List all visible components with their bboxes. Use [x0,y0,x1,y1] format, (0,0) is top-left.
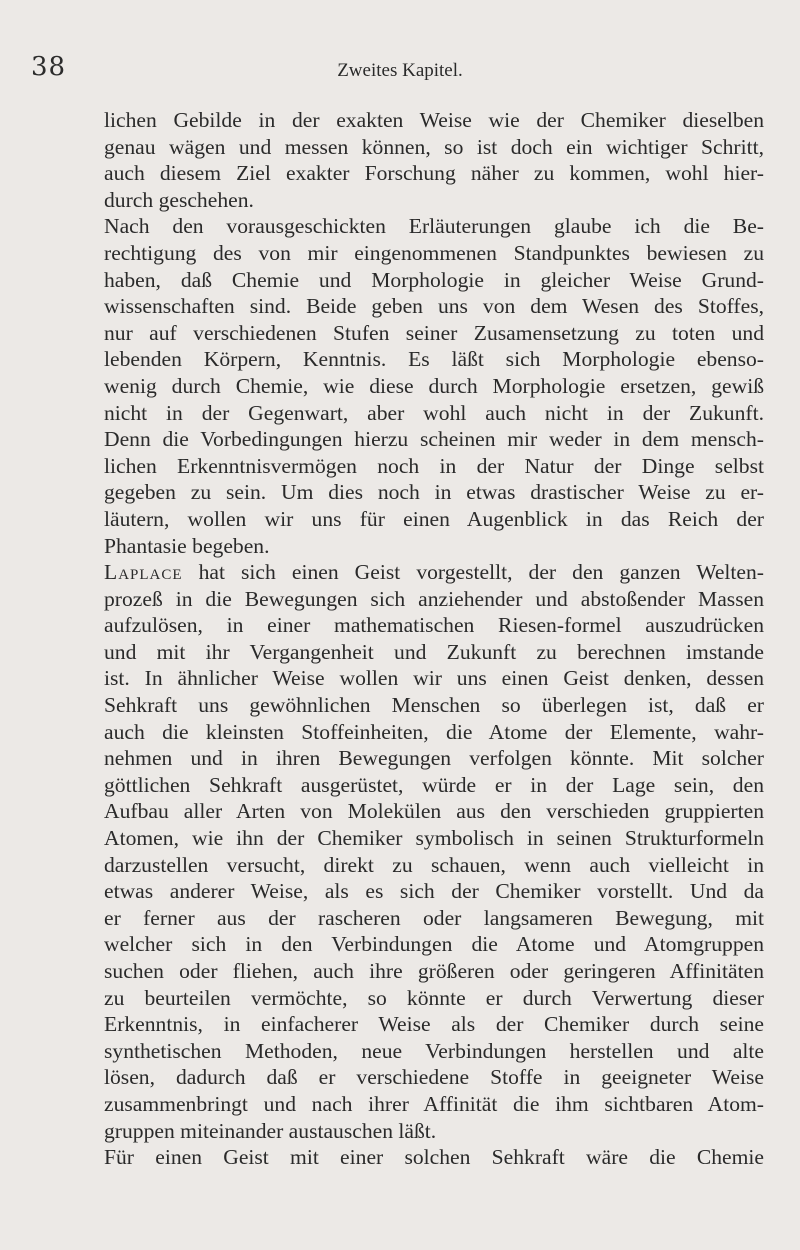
text-line: wissenschaften sind. Beide geben uns von dem Wesen des Stoffes, [104,294,764,319]
text-line: zusammenbringt und nach ihrer Affinität die ihm sichtbaren Atom- [104,1091,764,1116]
text-line: darzustellen versucht, direkt zu schauen, wenn auch vielleicht in [104,852,764,877]
text-line: Sehkraft uns gewöhnlichen Menschen so überlegen ist, daß er [104,693,764,718]
text-line: gegeben zu sein. Um dies noch in etwas drastischer Weise zu er- [104,480,764,505]
text-line: läutern, wollen wir uns für einen Augenblick in das Reich der [104,506,764,531]
text-line: und mit ihr Vergangenheit und Zukunft zu berechnen imstande [104,639,764,664]
text-line: durch geschehen. [104,187,254,212]
text-line: Für einen Geist mit einer solchen Sehkraft wäre die Chemie [104,1145,764,1170]
text-line: auch diesem Ziel exakter Forschung näher zu kommen, wohl hier- [104,161,764,186]
text-line: nicht in der Gegenwart, aber wohl auch nicht in der Zukunft. [104,400,764,425]
text-line: etwas anderer Weise, als es sich der Chemiker vorstellt. Und da [104,879,764,904]
text-line: haben, daß Chemie und Morphologie in gleicher Weise Grund- [104,267,764,292]
text-line: lösen, dadurch daß er verschiedene Stoffe in geeigneter Weise [104,1065,764,1090]
text-line: Aufbau aller Arten von Molekülen aus den verschieden gruppierten [104,799,764,824]
page-number: 38 [31,52,67,82]
text-line: Denn die Vorbedingungen hierzu scheinen mir weder in dem mensch- [104,427,764,452]
running-head: Zweites Kapitel. [337,60,463,81]
text-line: welcher sich in den Verbindungen die Atome und Atomgruppen [104,932,764,957]
text-line: genau wägen und messen können, so ist doch ein wichtiger Schritt, [104,134,764,159]
text-line: nur auf verschiedenen Stufen seiner Zusamensetzung zu toten und [104,320,764,345]
text-line: göttlichen Sehkraft ausgerüstet, würde er in der Lage sein, den [104,772,764,797]
text-line: ist. In ähnlicher Weise wollen wir uns einen Geist denken, dessen [104,666,764,691]
text-line: Erkenntnis, in einfacherer Weise als der Chemiker durch seine [104,1012,764,1037]
laplace-name: Laplace [104,560,183,585]
text-line: gruppen miteinander austauschen läßt. [104,1118,437,1143]
text-line: auch die kleinsten Stoffeinheiten, die Atome der Elemente, wahr- [104,719,764,744]
text-line: lebenden Körpern, Kenntnis. Es läßt sich Morphologie ebenso- [104,347,764,372]
text-line-rest: hat sich einen Geist vorgestellt, der den ganzen Welten- [198,560,764,585]
text-line: aufzulösen, in einer mathematischen Riesen-formel auszudrücken [104,613,764,638]
text-line: Atomen, wie ihn der Chemiker symbolisch in seinen Strukturformeln [104,826,764,851]
text-line-laplace [104,559,764,586]
text-line: zu beurteilen vermöchte, so könnte er durch Verwertung dieser [104,985,764,1010]
text-line: rechtigung des von mir eingenommenen Standpunktes bewiesen zu [104,240,764,265]
text-line: lichen Gebilde in der exakten Weise wie der Chemiker dieselben [104,108,764,132]
text-line: nehmen und in ihren Bewegungen verfolgen könnte. Mit solcher [104,746,764,771]
text-line: er ferner aus der rascheren oder langsameren Bewegung, mit [104,905,764,930]
body-text [104,107,764,1171]
text-line: wenig durch Chemie, wie diese durch Morphologie ersetzen, gewiß [104,373,764,398]
text-line: Phantasie begeben. [104,533,270,558]
text-line: lichen Erkenntnisvermögen noch in der Natur der Dinge selbst [104,453,764,478]
text-line: prozeß in die Bewegungen sich anziehender und abstoßender Massen [104,586,764,611]
text-line: suchen oder fliehen, auch ihre größeren oder geringeren Affinitäten [104,959,764,983]
text-line: synthetischen Methoden, neue Verbindungen herstellen und alte [104,1038,764,1063]
text-line: Nach den vorausgeschickten Erläuterungen glaube ich die Be- [104,214,764,239]
